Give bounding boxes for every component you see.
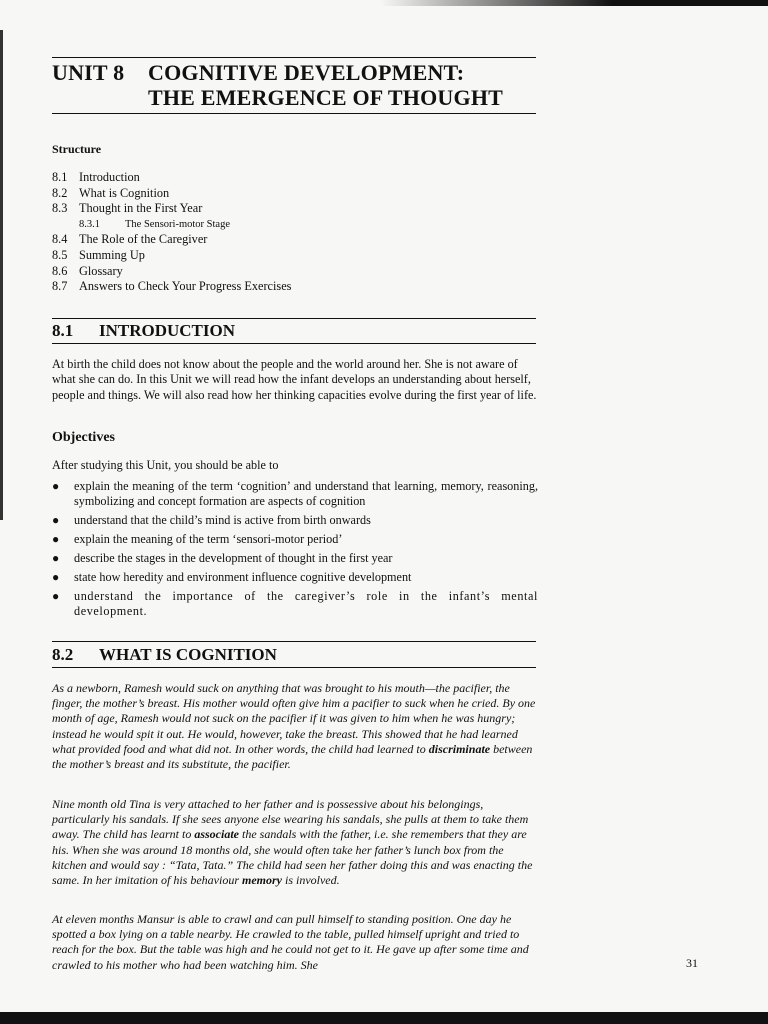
page-number: 31 [686, 956, 698, 970]
key-term: memory [241, 873, 282, 888]
top-edge-shadow [380, 0, 768, 6]
cognition-bottom-rule [52, 667, 536, 668]
cognition-top-rule [52, 641, 536, 642]
list-item: ● explain the meaning of the term ‘cognition’ and understand that learning, memory, reasoning, symbolizing and concept formation are aspects of cognition [52, 479, 538, 509]
list-item: ● describe the stages in the development of thought in the first year [52, 550, 393, 565]
section-title: WHAT IS COGNITION [99, 645, 277, 664]
unit-title-line1: COGNITIVE DEVELOPMENT: [148, 60, 465, 85]
bottom-edge-shadow [0, 1012, 768, 1024]
intro-bottom-rule [52, 343, 536, 344]
section-heading-introduction [52, 321, 235, 341]
list-item: ● state how heredity and environment influence cognitive development [52, 569, 412, 584]
bullet-icon: ● [52, 479, 60, 493]
bullet-icon: ● [52, 531, 60, 546]
intro-paragraph: At birth the child does not know about the people and the world around her. She is not aware of what she can do. In this Unit we will read how the infant develops an understanding about herself, people and things. We will also read how her thinking capacities evolve during the first year of life. [52, 357, 537, 402]
objectives-list [52, 479, 538, 623]
bullet-icon: ● [52, 569, 60, 584]
cognition-paragraph-3: At eleven months Mansur is able to crawl and can pull himself to standing position. One day he spotted a box lying on a table nearby. He crawled to the table, pulled himself upright and tried to reach for the box. But the table was high and he could not get to it. He gave up after some time and crawled to his mother who had been watching him. She [52, 912, 529, 972]
bullet-icon: ● [52, 550, 60, 565]
list-item: ● understand the importance of the caregiver’s role in the infant’s mental development. [52, 588, 538, 618]
section-number: 8.2 [52, 645, 74, 664]
unit-title [52, 60, 503, 110]
toc-item: 8.6 Glossary [52, 263, 123, 278]
structure-label: Structure [52, 142, 102, 156]
cognition-paragraph-2: Nine month old Tina is very attached to her father and is possessive about his belongings, particularly his sandals. If she sees anyone else wearing his sandals, she pulls at them to take them away. The child has learnt to associate the sandals with the father, i.e. she remembers that they are his. When she was around 18 months old, she would often take her father’s lunch box from the kitchen and would say : “Tata, Tata.” The child had seen her father doing this and was enacting the same. In her imitation of his behaviour memory is involved. [52, 797, 533, 888]
toc-item: 8.3 Thought in the First Year [52, 201, 203, 216]
section-heading-cognition [52, 645, 277, 665]
list-item: ● understand that the child’s mind is active from birth onwards [52, 512, 371, 527]
list-item: ● explain the meaning of the term ‘sensori-motor period’ [52, 531, 343, 546]
toc-item: 8.1 Introduction [52, 170, 140, 184]
table-of-contents [52, 170, 291, 295]
title-bottom-rule [52, 113, 536, 114]
objectives-lead: After studying this Unit, you should be able to [52, 458, 279, 472]
intro-top-rule [52, 318, 536, 319]
objectives-heading: Objectives [52, 430, 115, 445]
cognition-paragraph-1: As a newborn, Ramesh would suck on anything that was brought to his mouth—the pacifier, the finger, the mother’s breast. His mother would often give him a pacifier to suck when he cried. By one month of age, Ramesh would not suck on the pacifier if it was given to him when he was hungry; instead he would spit it out. He would, however, take the breast. This showed that he had learned what provided food and what did not. In other words, the child had learned to discriminate between the mother’s breast and its substitute, the pacifier. [52, 681, 536, 772]
left-edge-mark [0, 30, 3, 520]
key-term: associate [194, 827, 240, 842]
bullet-icon: ● [52, 512, 60, 527]
toc-item: 8.7 Answers to Check Your Progress Exercises [52, 279, 292, 294]
toc-subitem: 8.3.1 The Sensori-motor Stage [79, 218, 230, 230]
key-term: discriminate [428, 741, 491, 756]
toc-item: 8.2 What is Cognition [52, 185, 170, 200]
toc-item: 8.5 Summing Up [52, 247, 145, 262]
bullet-icon: ● [52, 588, 60, 603]
section-title: INTRODUCTION [99, 321, 236, 340]
toc-item: 8.4 The Role of the Caregiver [52, 232, 208, 247]
unit-title-line2: THE EMERGENCE OF THOUGHT [148, 85, 504, 110]
unit-number: UNIT 8 [52, 60, 125, 85]
title-top-rule [52, 57, 536, 58]
section-number: 8.1 [52, 321, 74, 340]
